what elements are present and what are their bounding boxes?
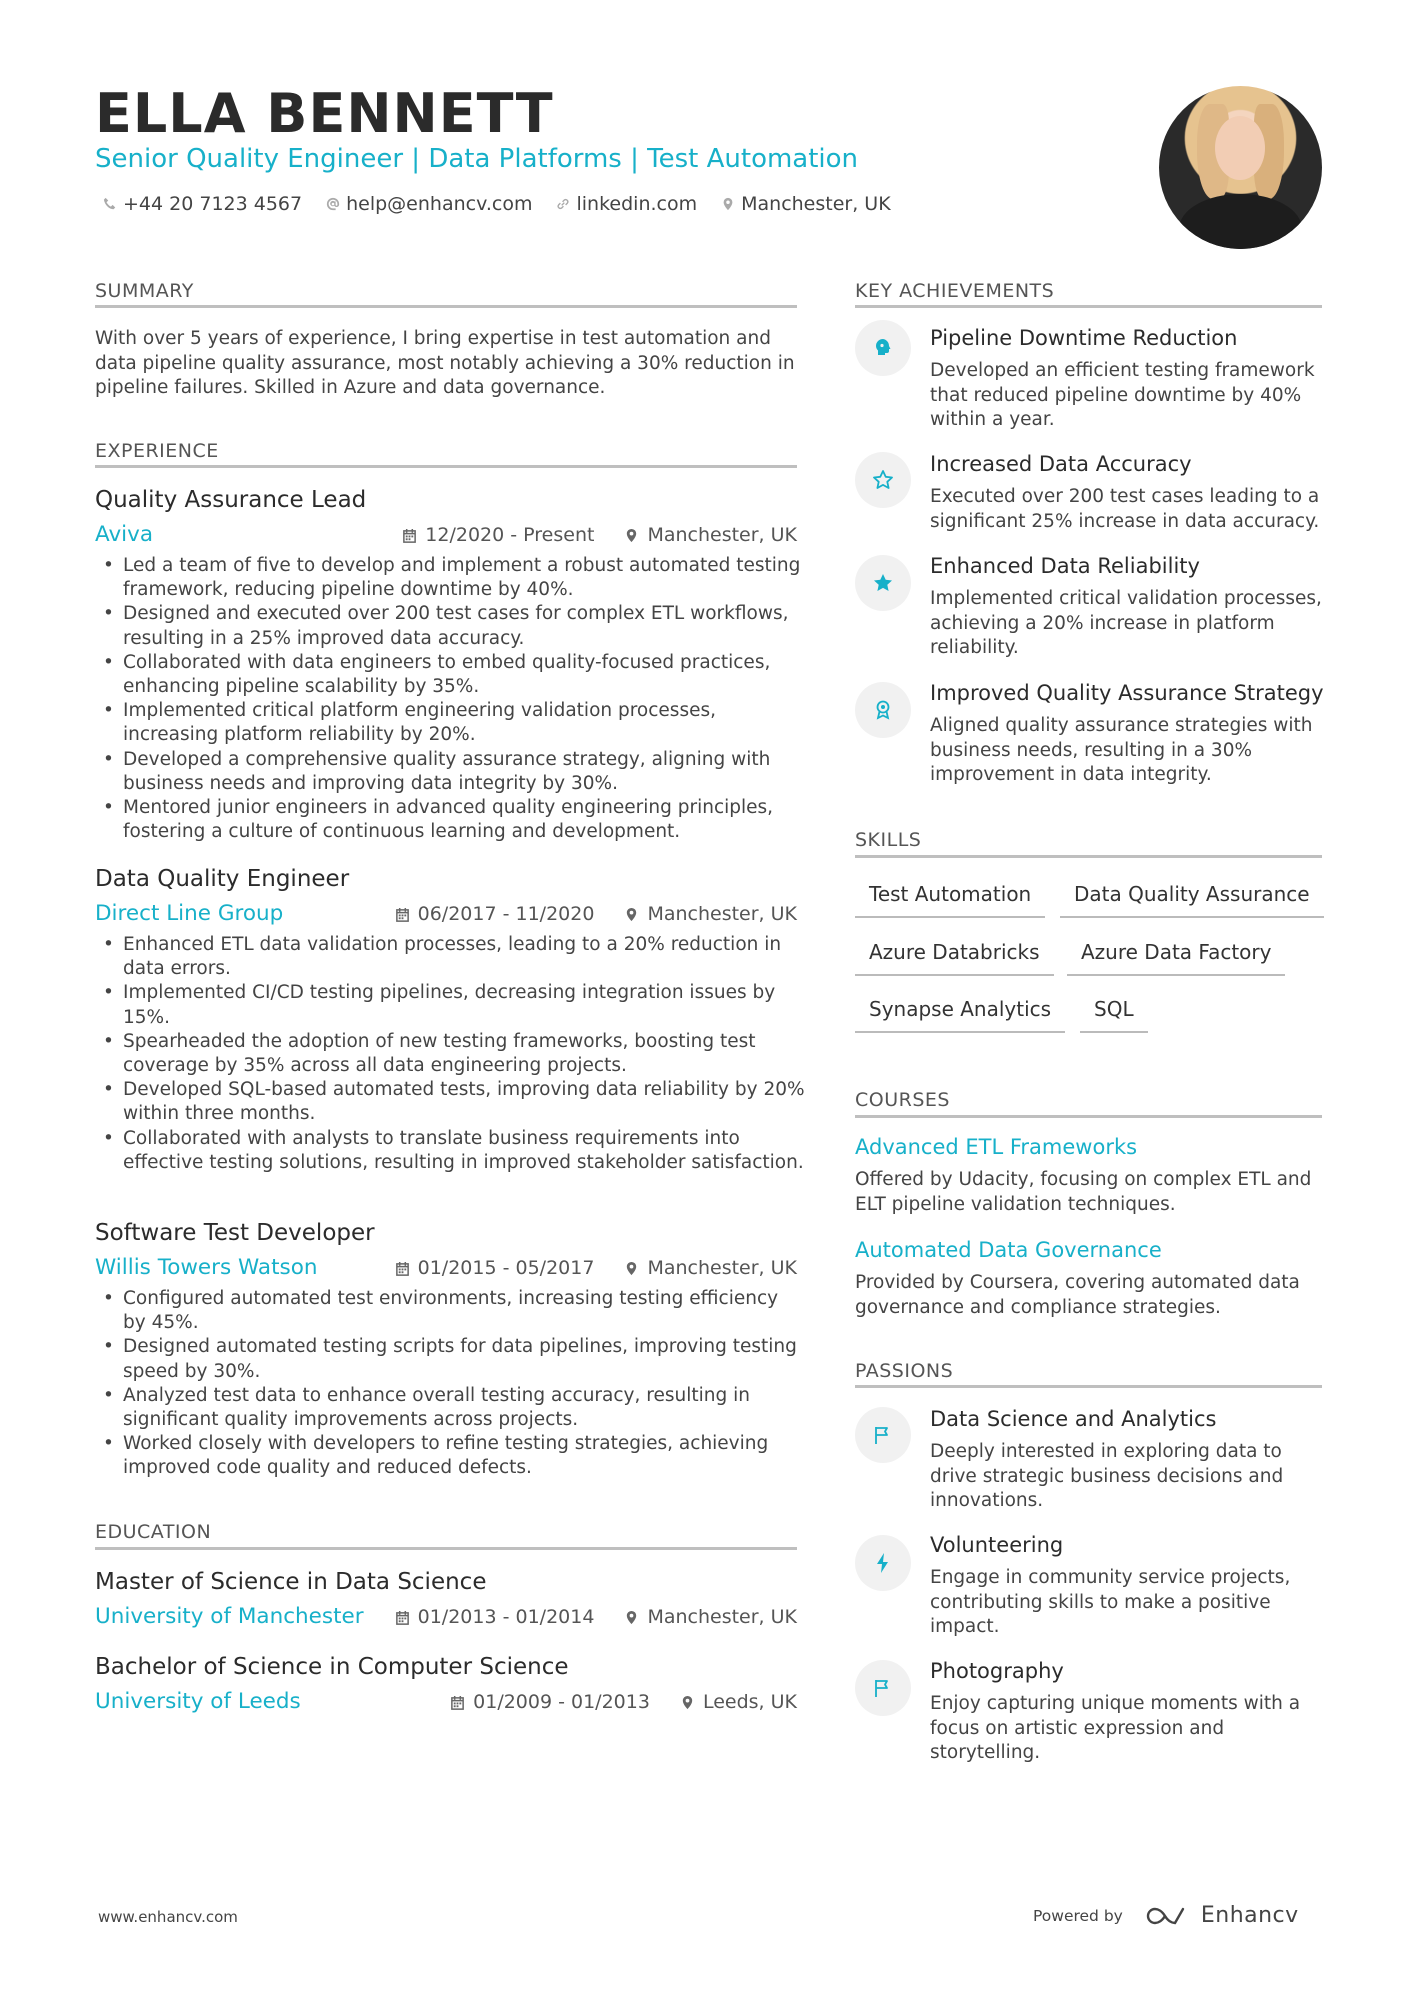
profile-photo [1159,86,1322,249]
linkedin-text: linkedin.com [576,193,698,215]
section-title-experience: EXPERIENCE [95,440,219,462]
job-dates-text: 12/2020 - Present [425,524,595,546]
section-rule [95,305,797,308]
achievement-title: Enhanced Data Reliability [930,554,1200,578]
job-meta [395,1255,797,1281]
job-bullet: • Implemented CI/CD testing pipelines, decreasing integration issues by 15%. [95,981,805,1029]
job-bullet: • Designed automated testing scripts for data pipelines, improving testing speed by 30%. [95,1335,805,1383]
footer-branding [1033,1903,1299,1928]
job-company: Aviva [95,522,154,547]
job-bullet: • Developed a comprehensive quality assurance strategy, aligning with business needs and improving data integrity by 30%. [95,748,805,796]
passion-title: Volunteering [930,1533,1064,1557]
job-dates-text: 06/2017 - 11/2020 [417,903,595,925]
education-location-text: Leeds, UK [702,1691,797,1713]
education-dates-text: 01/2009 - 01/2013 [473,1691,650,1713]
skill-tag: Azure Data Factory [1067,938,1285,976]
job-dates [395,901,595,927]
contact-email[interactable] [326,191,532,217]
job-bullet: • Implemented critical platform engineering validation processes, increasing platform reliability by 20%. [95,699,805,747]
job-bullet: • Configured automated test environments, increasing testing efficiency by 45%. [95,1287,805,1335]
passion-title: Data Science and Analytics [930,1407,1217,1431]
job-dates [402,522,594,548]
calendar-icon [402,528,417,543]
skill-tag: Azure Databricks [855,938,1054,976]
job-bullet: • Designed and executed over 200 test cases for complex ETL workflows, resulting in a 25% improved data accuracy. [95,602,805,650]
calendar-icon [395,907,410,922]
achievement-desc: Implemented critical validation processes, achieving a 20% increase in platform reliability. [930,588,1322,658]
job-bullet: • Analyzed test data to enhance overall testing accuracy, resulting in significant quality improvements across projects. [95,1384,805,1432]
job-title: Software Test Developer [95,1220,375,1246]
job-location-text: Manchester, UK [647,903,797,925]
skill-tag: Data Quality Assurance [1060,880,1324,918]
at-icon [326,197,340,211]
job-bullets [95,933,805,1175]
job-bullet: • Spearheaded the adoption of new testing frameworks, boosting test coverage by 35% across all data engineering projects. [95,1030,805,1078]
job-location [624,522,797,548]
section-title-achievements: KEY ACHIEVEMENTS [855,280,1055,302]
job-location-text: Manchester, UK [647,524,797,546]
brand-name: Enhancv [1200,1903,1299,1928]
job-bullet: • Collaborated with data engineers to embed quality-focused practices, enhancing pipeline scalability by 35%. [95,651,805,699]
skill-tag: SQL [1080,995,1148,1033]
achievement-title: Pipeline Downtime Reduction [930,326,1238,350]
job-bullet: • Worked closely with developers to refine testing strategies, achieving improved code quality and reduced defects. [95,1432,805,1480]
achievement-icon [855,452,911,508]
section-title-courses: COURSES [855,1089,950,1111]
achievement-desc: Aligned quality assurance strategies with business needs, resulting in a 30% improvement in data integrity. [930,715,1313,785]
job-dates-text: 01/2015 - 05/2017 [417,1257,595,1279]
job-bullets [95,1287,805,1481]
section-rule [95,465,797,468]
job-location-text: Manchester, UK [647,1257,797,1279]
achievement-icon [855,682,911,738]
location-pin-icon [624,528,639,543]
degree-title: Master of Science in Data Science [95,1569,487,1595]
job-meta [395,901,797,927]
passion-icon [855,1660,911,1716]
contact-location [721,191,891,217]
section-title-education: EDUCATION [95,1521,212,1543]
passion-desc: Deeply interested in exploring data to drive strategic business decisions and innovations. [930,1441,1284,1511]
course-desc: Offered by Udacity, focusing on complex ETL and ELT pipeline validation techniques. [855,1169,1312,1215]
education-dates-text: 01/2013 - 01/2014 [417,1606,595,1628]
brand-logo[interactable] [1145,1903,1299,1928]
star-outline-icon [871,468,895,492]
skill-tag: Synapse Analytics [855,995,1065,1033]
passion-icon [855,1535,911,1591]
email-text: help@enhancv.com [346,193,533,215]
achievement-title: Increased Data Accuracy [930,452,1192,476]
job-title: Data Quality Engineer [95,866,350,892]
education-meta [395,1604,797,1630]
achievement-title: Improved Quality Assurance Strategy [930,681,1324,705]
brain-icon [871,336,895,360]
section-title-skills: SKILLS [855,829,922,851]
course-title: Advanced ETL Frameworks [855,1135,1138,1159]
education-meta [450,1689,797,1715]
job-title: Quality Assurance Lead [95,487,367,513]
location-pin-icon [624,1261,639,1276]
section-title-passions: PASSIONS [855,1360,954,1382]
passion-title: Photography [930,1659,1064,1683]
location-pin-icon [624,1610,639,1625]
skill-tag: Test Automation [855,880,1045,918]
footer-website[interactable]: www.enhancv.com [98,1908,238,1926]
degree-title: Bachelor of Science in Computer Science [95,1654,569,1680]
section-title-summary: SUMMARY [95,280,194,302]
flag-icon [871,1423,895,1447]
location-pin-icon [721,197,735,211]
education-dates [450,1689,650,1715]
job-bullet: • Enhanced ETL data validation processes, leading to a 20% reduction in data errors. [95,933,805,981]
job-bullet: • Mentored junior engineers in advanced quality engineering principles, fostering a culture of continuous learning and development. [95,796,805,844]
location-pin-icon [680,1695,695,1710]
bolt-icon [871,1551,895,1575]
job-bullet: • Collaborated with analysts to translate business requirements into effective testing solutions, resulting in improved stakeholder satisfaction. [95,1127,805,1175]
section-rule [855,855,1322,858]
section-rule [855,1115,1322,1118]
job-bullet: • Developed SQL-based automated tests, improving data reliability by 20% within three months. [95,1078,805,1126]
flag-icon [871,1676,895,1700]
location-pin-icon [624,907,639,922]
summary-text: With over 5 years of experience, I bring expertise in test automation and data pipeline quality assurance, most notably achieving a 30% reduction in pipeline failures. Skilled in Azure and data governance. [95,328,795,398]
section-rule [855,305,1322,308]
education-location-text: Manchester, UK [647,1606,797,1628]
enhancv-logo-icon [1145,1904,1191,1928]
award-icon [871,698,895,722]
job-company: Willis Towers Watson [95,1255,318,1280]
school-name: University of Manchester [95,1604,364,1629]
passion-icon [855,1407,911,1463]
job-bullets [95,554,805,844]
link-icon [556,197,570,211]
powered-by-text: Powered by [1033,1906,1123,1925]
passion-desc: Enjoy capturing unique moments with a focus on artistic expression and storytelling. [930,1693,1301,1763]
achievement-desc: Developed an efficient testing framework that reduced pipeline downtime by 40% within a year. [930,360,1315,430]
course-desc: Provided by Coursera, covering automated data governance and compliance strategies. [855,1272,1300,1318]
section-rule [855,1385,1322,1388]
calendar-icon [395,1261,410,1276]
job-bullet: • Led a team of five to develop and implement a robust automated testing framework, reducing pipeline downtime by 40%. [95,554,805,602]
section-rule [95,1547,797,1550]
education-location [624,1604,797,1630]
achievement-icon [855,555,911,611]
passion-desc: Engage in community service projects, contributing skills to make a positive impact. [930,1567,1291,1637]
star-filled-icon [871,571,895,595]
job-location [624,1255,797,1281]
headline: Senior Quality Engineer | Data Platforms | Test Automation [95,144,859,174]
job-location [624,901,797,927]
job-dates [395,1255,595,1281]
achievement-desc: Executed over 200 test cases leading to a significant 25% increase in data accuracy. [930,486,1320,532]
calendar-icon [395,1610,410,1625]
education-location [680,1689,797,1715]
course-title: Automated Data Governance [855,1238,1162,1262]
candidate-name: ELLA BENNETT [95,82,554,145]
school-name: University of Leeds [95,1689,301,1714]
calendar-icon [450,1695,465,1710]
contact-bar [103,191,891,217]
phone-icon [103,197,117,211]
job-company: Direct Line Group [95,901,284,926]
phone-text: +44 20 7123 4567 [123,193,303,215]
contact-linkedin[interactable] [556,191,697,217]
education-dates [395,1604,595,1630]
contact-phone[interactable] [103,191,302,217]
job-meta [402,522,797,548]
achievement-icon [855,320,911,376]
location-text: Manchester, UK [741,193,891,215]
